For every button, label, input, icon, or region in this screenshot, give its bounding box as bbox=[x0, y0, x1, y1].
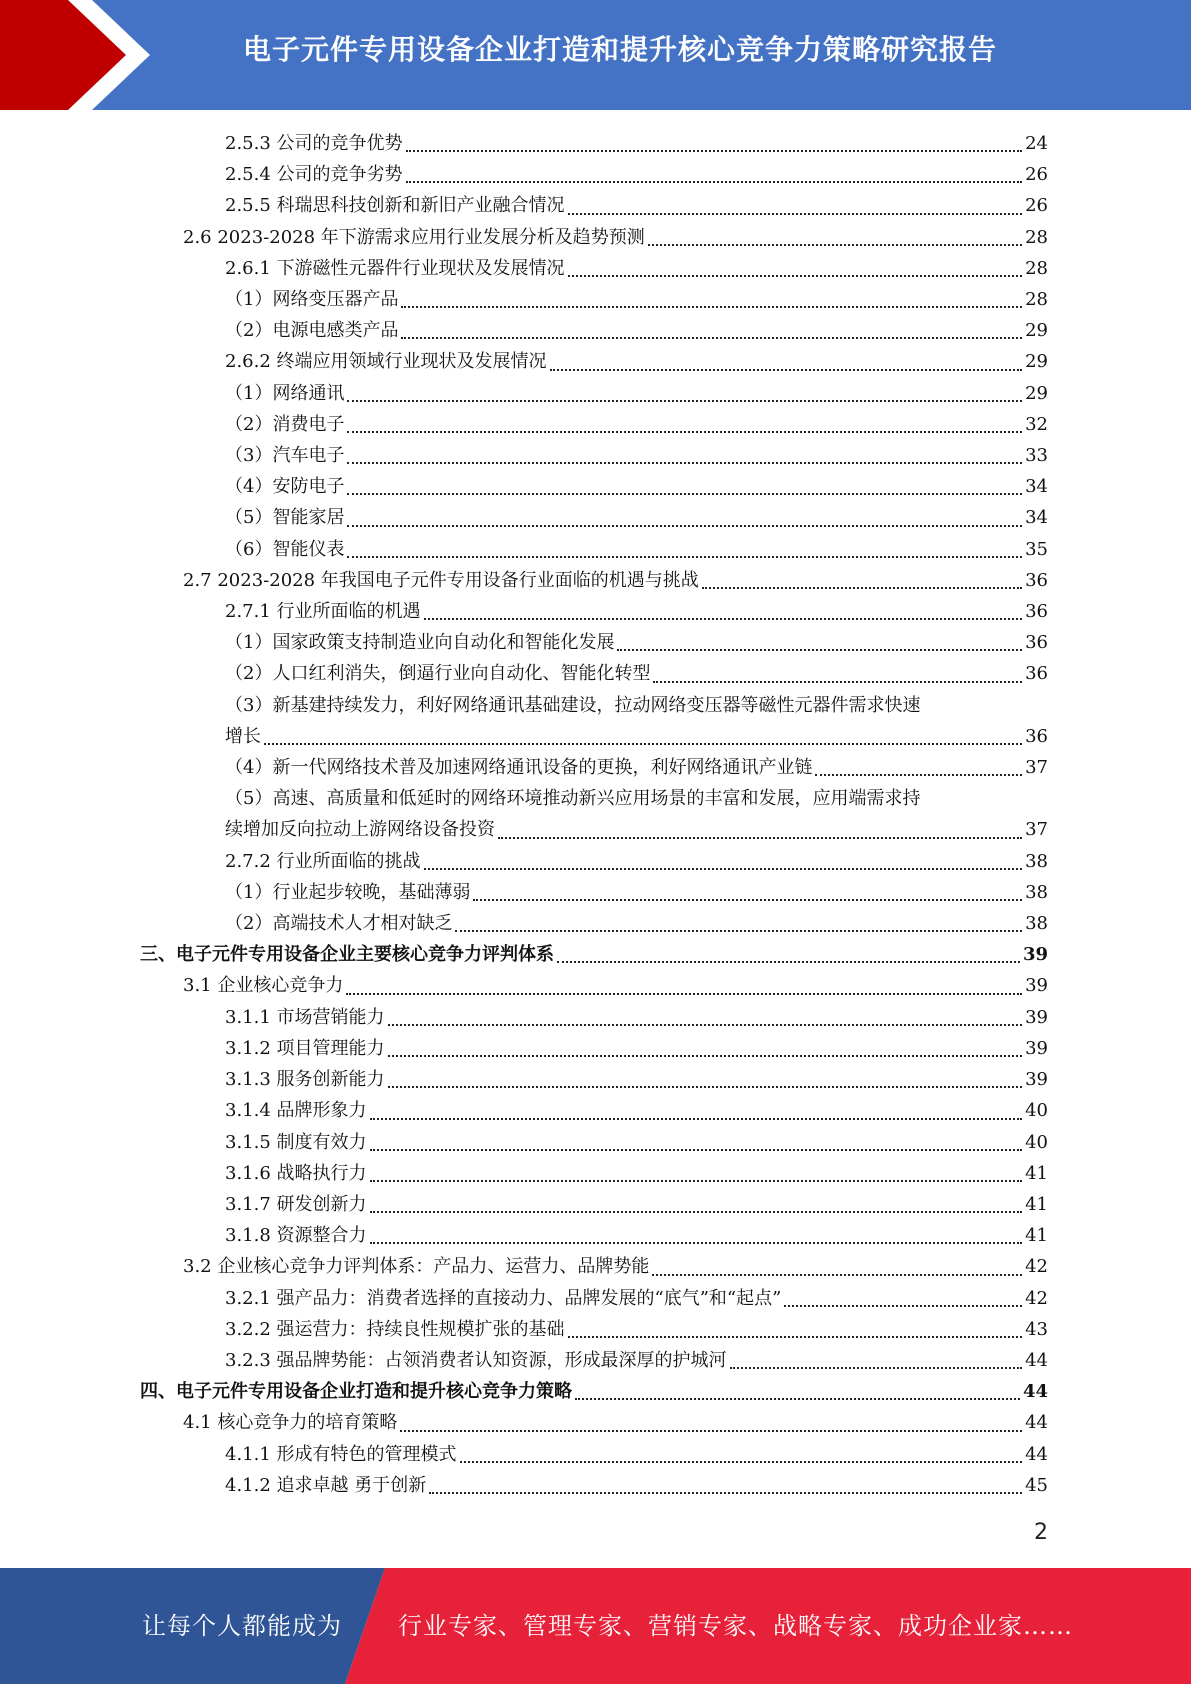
header-arrow-shape bbox=[0, 0, 180, 110]
toc-entry-text: （1）网络通讯 bbox=[225, 382, 345, 404]
dot-leader bbox=[617, 648, 1022, 651]
toc-entry[interactable] bbox=[0, 315, 1191, 346]
toc-entry-page: 39 bbox=[1025, 975, 1048, 997]
dot-leader bbox=[568, 1335, 1023, 1338]
dot-leader bbox=[347, 555, 1022, 558]
footer-slogan-right: 行业专家、管理专家、营销专家、战略专家、成功企业家…… bbox=[398, 1612, 1073, 1640]
toc-entry-text: （2）高端技术人才相对缺乏 bbox=[225, 913, 453, 935]
toc-entry[interactable] bbox=[0, 222, 1191, 253]
toc-entry-page: 34 bbox=[1025, 476, 1048, 498]
toc-entry[interactable] bbox=[0, 190, 1191, 221]
toc-entry-page: 41 bbox=[1025, 1225, 1048, 1247]
toc-entry[interactable] bbox=[0, 284, 1191, 315]
toc-entry-text: 2.6 2023-2028 年下游需求应用行业发展分析及趋势预测 bbox=[183, 226, 645, 248]
toc-entry-text: （1）国家政策支持制造业向自动化和智能化发展 bbox=[225, 632, 615, 654]
toc-entry-text: 3.1.1 市场营销能力 bbox=[225, 1006, 385, 1028]
toc-entry-text: 续增加反向拉动上游网络设备投资 bbox=[225, 819, 495, 841]
dot-leader bbox=[575, 1397, 1020, 1400]
toc-entry-page: 36 bbox=[1025, 632, 1048, 654]
toc-entry[interactable] bbox=[0, 877, 1191, 908]
toc-entry-page: 38 bbox=[1025, 881, 1048, 903]
dot-leader bbox=[498, 836, 1022, 839]
toc-entry[interactable] bbox=[0, 596, 1191, 627]
toc-entry[interactable] bbox=[0, 378, 1191, 409]
toc-entry[interactable] bbox=[0, 939, 1191, 970]
toc-entry-text: 2.6.1 下游磁性元器件行业现状及发展情况 bbox=[225, 257, 565, 279]
toc-entry-page: 26 bbox=[1025, 195, 1048, 217]
toc-entry-page: 40 bbox=[1025, 1100, 1048, 1122]
toc-entry-text: 3.2.3 强品牌势能：占领消费者认知资源，形成最深厚的护城河 bbox=[225, 1349, 727, 1371]
dot-leader bbox=[815, 773, 1022, 776]
toc-entry[interactable] bbox=[0, 1439, 1191, 1470]
toc-entry[interactable] bbox=[0, 1251, 1191, 1282]
dot-leader bbox=[455, 929, 1022, 932]
toc-entry[interactable] bbox=[0, 752, 1191, 783]
toc-entry-text: 3.1.3 服务创新能力 bbox=[225, 1069, 385, 1091]
toc-entry[interactable] bbox=[0, 1095, 1191, 1126]
dot-leader bbox=[784, 1304, 1022, 1307]
footer-slogan-left: 让每个人都能成为 bbox=[142, 1612, 342, 1640]
dot-leader bbox=[401, 336, 1022, 339]
toc-entry-page: 29 bbox=[1025, 351, 1048, 373]
toc-entry-page: 39 bbox=[1022, 944, 1048, 966]
toc-entry[interactable] bbox=[0, 534, 1191, 565]
dot-leader bbox=[460, 1460, 1023, 1463]
toc-entry-text: 增长 bbox=[225, 725, 261, 747]
toc-entry-text: 3.1.5 制度有效力 bbox=[225, 1131, 367, 1153]
dot-leader bbox=[347, 492, 1022, 495]
toc-entry-text: 2.7 2023-2028 年我国电子元件专用设备行业面临的机遇与挑战 bbox=[183, 569, 699, 591]
toc-entry-text: 3.1 企业核心竞争力 bbox=[183, 975, 344, 997]
toc-entry[interactable] bbox=[0, 1220, 1191, 1251]
dot-leader bbox=[406, 149, 1023, 152]
dot-leader bbox=[370, 1241, 1023, 1244]
toc-entry-text: （2）消费电子 bbox=[225, 413, 345, 435]
toc-entry-text: （3）汽车电子 bbox=[225, 445, 345, 467]
dot-leader bbox=[652, 1273, 1022, 1276]
toc-entry-page: 29 bbox=[1025, 320, 1048, 342]
dot-leader bbox=[370, 1210, 1023, 1213]
toc-entry-page: 45 bbox=[1025, 1474, 1048, 1496]
dot-leader bbox=[730, 1366, 1023, 1369]
toc-entry-page: 36 bbox=[1025, 601, 1048, 623]
dot-leader bbox=[568, 274, 1023, 277]
toc-entry-page: 29 bbox=[1025, 382, 1048, 404]
dot-leader bbox=[702, 586, 1022, 589]
toc-entry-page: 37 bbox=[1025, 819, 1048, 841]
dot-leader bbox=[653, 680, 1022, 683]
toc-entry[interactable] bbox=[0, 440, 1191, 471]
toc-entry[interactable] bbox=[0, 502, 1191, 533]
toc-entry[interactable] bbox=[0, 128, 1191, 159]
page-header bbox=[0, 0, 1191, 110]
toc-entry-page: 35 bbox=[1025, 538, 1048, 560]
toc-entry-page: 34 bbox=[1025, 507, 1048, 529]
dot-leader bbox=[370, 1179, 1023, 1182]
toc-entry-text: 4.1.1 形成有特色的管理模式 bbox=[225, 1443, 457, 1465]
toc-entry[interactable] bbox=[0, 1470, 1191, 1501]
dot-leader bbox=[370, 1148, 1023, 1151]
dot-leader bbox=[648, 243, 1022, 246]
table-of-contents bbox=[0, 128, 1191, 1501]
dot-leader bbox=[550, 368, 1023, 371]
toc-entry-page: 32 bbox=[1025, 413, 1048, 435]
toc-entry-text: （6）智能仪表 bbox=[225, 538, 345, 560]
toc-entry[interactable] bbox=[0, 1033, 1191, 1064]
toc-entry[interactable] bbox=[0, 627, 1191, 658]
toc-entry-page: 41 bbox=[1025, 1193, 1048, 1215]
toc-entry-page: 38 bbox=[1025, 913, 1048, 935]
dot-leader bbox=[406, 180, 1023, 183]
toc-entry-text: 四、电子元件专用设备企业打造和提升核心竞争力策略 bbox=[140, 1381, 572, 1403]
toc-entry-text: （1）行业起步较晚，基础薄弱 bbox=[225, 881, 471, 903]
toc-entry-text: 3.2.1 强产品力：消费者选择的直接动力、品牌发展的“底气”和“起点” bbox=[225, 1287, 782, 1309]
dot-leader bbox=[388, 1054, 1023, 1057]
toc-entry-page: 39 bbox=[1025, 1069, 1048, 1091]
dot-leader bbox=[400, 1429, 1022, 1432]
toc-entry-page: 37 bbox=[1025, 757, 1048, 779]
page-number: 2 bbox=[1034, 1520, 1048, 1545]
dot-leader bbox=[370, 1117, 1023, 1120]
toc-entry-page: 38 bbox=[1025, 850, 1048, 872]
dot-leader bbox=[347, 399, 1022, 402]
dot-leader bbox=[346, 992, 1022, 995]
toc-entry-page: 24 bbox=[1025, 133, 1048, 154]
toc-entry[interactable] bbox=[0, 1345, 1191, 1376]
toc-entry[interactable] bbox=[0, 1283, 1191, 1314]
toc-entry[interactable] bbox=[0, 1376, 1191, 1407]
toc-entry-page: 43 bbox=[1025, 1318, 1048, 1340]
toc-entry-page: 36 bbox=[1025, 569, 1048, 591]
toc-entry-text: （4）安防电子 bbox=[225, 476, 345, 498]
toc-entry[interactable] bbox=[0, 1314, 1191, 1345]
toc-entry-page: 28 bbox=[1025, 226, 1048, 248]
toc-entry-page: 40 bbox=[1025, 1131, 1048, 1153]
toc-entry-text: 3.1.6 战略执行力 bbox=[225, 1162, 367, 1184]
toc-entry[interactable] bbox=[0, 346, 1191, 377]
dot-leader bbox=[388, 1085, 1023, 1088]
dot-leader bbox=[424, 617, 1023, 620]
toc-entry-page: 39 bbox=[1025, 1006, 1048, 1028]
dot-leader bbox=[347, 461, 1022, 464]
toc-entry[interactable] bbox=[0, 565, 1191, 596]
dot-leader bbox=[347, 430, 1022, 433]
toc-entry-text: 3.1.8 资源整合力 bbox=[225, 1225, 367, 1247]
toc-entry-text: （1）网络变压器产品 bbox=[225, 289, 399, 311]
toc-entry[interactable] bbox=[0, 1189, 1191, 1220]
toc-entry-text: （2）电源电感类产品 bbox=[225, 320, 399, 342]
toc-entry-page: 39 bbox=[1025, 1037, 1048, 1059]
toc-entry-page: 28 bbox=[1025, 257, 1048, 279]
toc-entry-text: （2）人口红利消失，倒逼行业向自动化、智能化转型 bbox=[225, 663, 651, 685]
toc-entry-text: （4）新一代网络技术普及加速网络通讯设备的更换，利好网络通讯产业链 bbox=[225, 757, 813, 779]
dot-leader bbox=[264, 742, 1022, 745]
toc-entry-text: 3.1.4 品牌形象力 bbox=[225, 1100, 367, 1122]
toc-entry-text: 2.5.3 公司的竞争优势 bbox=[225, 133, 403, 154]
toc-entry-page: 28 bbox=[1025, 289, 1048, 311]
toc-entry[interactable] bbox=[0, 908, 1191, 939]
toc-entry-text: 2.7.1 行业所面临的机遇 bbox=[225, 601, 421, 623]
toc-entry-text: 4.1.2 追求卓越 勇于创新 bbox=[225, 1474, 427, 1496]
toc-entry[interactable] bbox=[0, 1064, 1191, 1095]
toc-entry-text-line1: （3）新基建持续发力，利好网络通讯基础建设，拉动网络变压器等磁性元器件需求快速 bbox=[225, 694, 921, 716]
toc-entry[interactable] bbox=[0, 1158, 1191, 1189]
toc-entry-page: 33 bbox=[1025, 445, 1048, 467]
toc-entry-text: 2.5.5 科瑞思科技创新和新旧产业融合情况 bbox=[225, 195, 565, 217]
toc-entry-text: 4.1 核心竞争力的培育策略 bbox=[183, 1412, 398, 1434]
toc-entry[interactable] bbox=[0, 846, 1191, 877]
toc-entry-text: 2.7.2 行业所面临的挑战 bbox=[225, 850, 421, 872]
toc-entry-page: 36 bbox=[1025, 663, 1048, 685]
toc-entry-page: 42 bbox=[1025, 1256, 1048, 1278]
toc-entry-text: 3.1.2 项目管理能力 bbox=[225, 1037, 385, 1059]
dot-leader bbox=[401, 305, 1022, 308]
dot-leader bbox=[568, 212, 1023, 215]
toc-entry[interactable] bbox=[0, 658, 1191, 689]
page-footer bbox=[0, 1568, 1191, 1684]
toc-entry[interactable] bbox=[0, 690, 1191, 752]
dot-leader bbox=[429, 1491, 1022, 1494]
toc-entry-page: 44 bbox=[1025, 1412, 1048, 1434]
report-title: 电子元件专用设备企业打造和提升核心竞争力策略研究报告 bbox=[242, 33, 997, 66]
toc-entry-text: （5）智能家居 bbox=[225, 507, 345, 529]
toc-entry-text: 2.6.2 终端应用领域行业现状及发展情况 bbox=[225, 351, 547, 373]
dot-leader bbox=[388, 1023, 1023, 1026]
toc-entry-text: 3.1.7 研发创新力 bbox=[225, 1193, 367, 1215]
toc-entry-page: 41 bbox=[1025, 1162, 1048, 1184]
toc-entry[interactable] bbox=[0, 159, 1191, 190]
toc-entry[interactable] bbox=[0, 471, 1191, 502]
toc-entry-page: 26 bbox=[1025, 164, 1048, 186]
toc-entry[interactable] bbox=[0, 1002, 1191, 1033]
toc-entry[interactable] bbox=[0, 409, 1191, 440]
dot-leader bbox=[424, 867, 1023, 870]
toc-entry[interactable] bbox=[0, 1127, 1191, 1158]
toc-entry[interactable] bbox=[0, 253, 1191, 284]
toc-entry-page: 42 bbox=[1025, 1287, 1048, 1309]
toc-entry-text: 2.5.4 公司的竞争劣势 bbox=[225, 164, 403, 186]
toc-entry[interactable] bbox=[0, 1407, 1191, 1438]
dot-leader bbox=[473, 898, 1022, 901]
toc-entry-page: 44 bbox=[1022, 1381, 1048, 1403]
toc-entry-text-line1: （5）高速、高质量和低延时的网络环境推动新兴应用场景的丰富和发展，应用端需求持 bbox=[225, 788, 921, 810]
toc-entry-text: 3.2.2 强运营力：持续良性规模扩张的基础 bbox=[225, 1318, 565, 1340]
dot-leader bbox=[347, 524, 1022, 527]
toc-entry[interactable] bbox=[0, 783, 1191, 845]
toc-entry[interactable] bbox=[0, 970, 1191, 1001]
toc-entry-page: 36 bbox=[1025, 725, 1048, 747]
toc-entry-page: 44 bbox=[1025, 1349, 1048, 1371]
dot-leader bbox=[557, 960, 1020, 963]
toc-entry-text: 三、电子元件专用设备企业主要核心竞争力评判体系 bbox=[140, 944, 554, 966]
toc-entry-page: 44 bbox=[1025, 1443, 1048, 1465]
toc-entry-text: 3.2 企业核心竞争力评判体系：产品力、运营力、品牌势能 bbox=[183, 1256, 650, 1278]
